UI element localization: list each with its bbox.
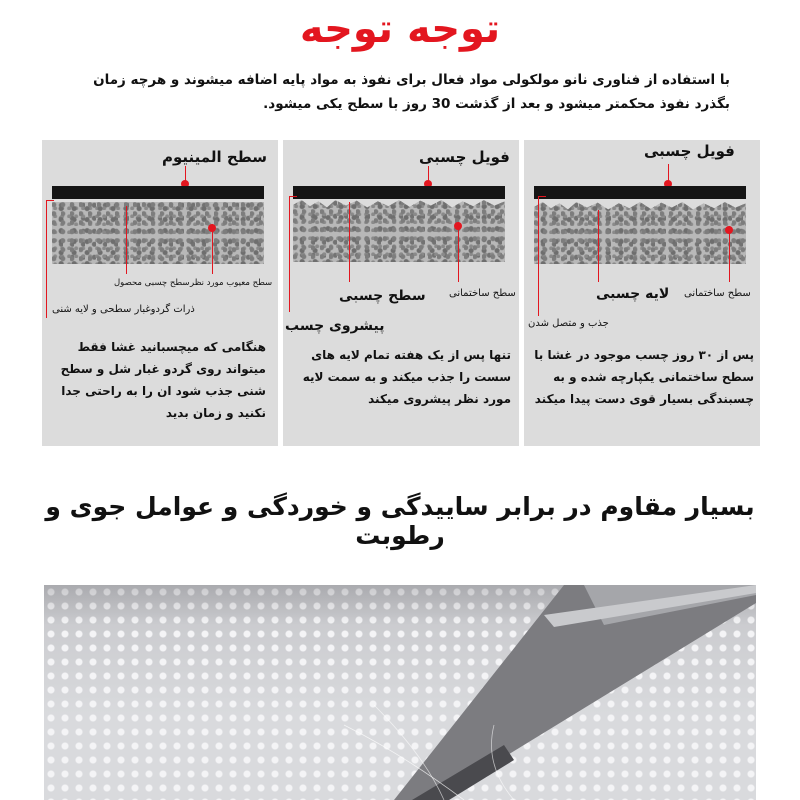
panel-3-label-2: لایه چسبی (596, 286, 670, 302)
panel-1-label-2: سطح معیوب مورد نظر (190, 278, 273, 288)
page-title: توجه توجه (299, 6, 501, 52)
panel-3-title: فویل چسبی (644, 142, 735, 160)
intro-text: با استفاده از فناوری نانو مولکولی مواد فعال برای نفوذ به مواد پایه اضافه میشوند و هرچه زمان بگذرد نفوذ محکمتر میشود و بعد از گذشت 30 روز با سطح یکی میشود. (93, 72, 730, 112)
utility-knife-icon (44, 585, 756, 800)
panel-2-label-1: سطح ساختمانی (449, 288, 516, 299)
surface-layer (293, 200, 505, 262)
adhesive-foil-layer (293, 186, 505, 199)
panel-2-label-2: سطح چسبی (339, 288, 426, 304)
panel-1-label-3: ذرات گردوغبار سطحی و لایه شنی (52, 304, 195, 315)
surface-layer (52, 202, 264, 264)
bonded-surface-layer (534, 202, 746, 264)
slogan: بسیار مقاوم در برابر ساییدگی و خوردگی و عوامل جوی و رطوبت (45, 492, 755, 550)
panel-3-text: پس از ۳۰ روز چسب موجود در غشا با سطح ساختمانی یکپارچه شده و به چسبندگی بسیار قوی دست پیدا میکند (534, 348, 754, 406)
panel-1-text: هنگامی که میچسبانید غشا فقط میتواند روی گردو غبار شل و سطح شنی جذب شود ان را به راحتی جدا نکنید و زمان بدید (60, 340, 266, 420)
panel-2-text: تنها پس از یک هفته تمام لایه های سست را جذب میکند و به سمت لایه مورد نظر پیشروی میکند (302, 348, 511, 406)
panel-1-label-1: سطح چسبی محصول (114, 278, 190, 288)
panel-3-label-1: سطح ساختمانی (684, 288, 751, 299)
panel-adhesive-week (283, 140, 519, 446)
product-photo (44, 585, 756, 800)
aluminum-layer (52, 186, 264, 199)
panel-3-label-3: جذب و متصل شدن (528, 318, 609, 329)
panel-2-title: فویل چسبی (419, 148, 510, 166)
panel-1-title: سطح المینیوم (162, 148, 267, 166)
panel-aluminum (42, 140, 278, 446)
panel-2-label-3: پیشروی چسب (285, 318, 385, 334)
adhesive-foil-layer (534, 186, 746, 199)
panel-adhesive-30-days (524, 140, 760, 446)
